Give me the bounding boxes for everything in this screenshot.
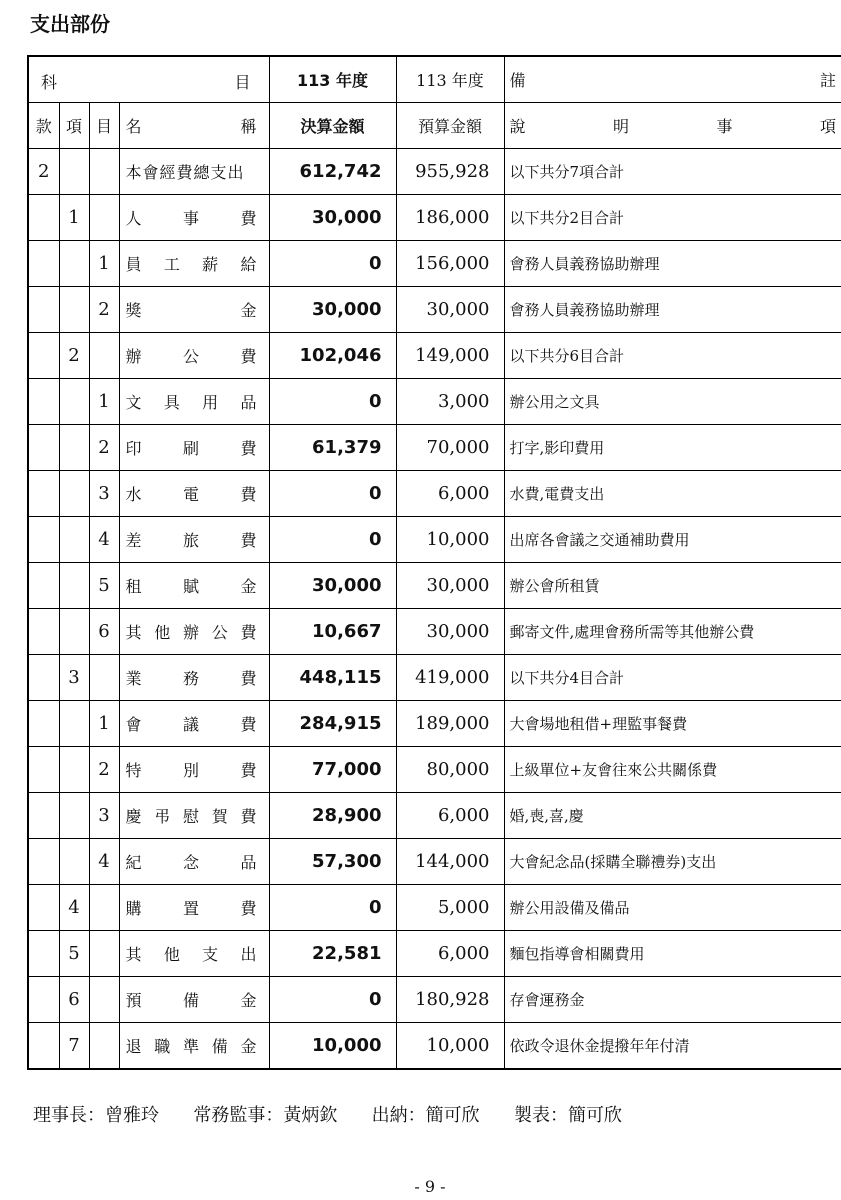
table-row	[28, 885, 841, 931]
header-actual-amount: 決算金額	[269, 103, 396, 149]
header-explanation: 說 明 事 項	[504, 103, 841, 149]
remark-cell: 郵寄文件,處理會務所需等其他辦公費	[504, 609, 841, 655]
mu-cell: 6	[89, 609, 119, 655]
item-name-cell	[119, 793, 269, 839]
item-name: 特 別 費	[125, 761, 257, 780]
kuan-cell	[28, 1023, 59, 1070]
actual-amount-cell: 28,900	[269, 793, 396, 839]
budget-amount-cell: 6,000	[396, 931, 504, 977]
xiang-cell	[59, 287, 89, 333]
item-name: 業 務 費	[125, 669, 257, 688]
header-remarks: 備 註	[504, 56, 841, 103]
item-name: 慶 弔 慰 賀 費	[125, 807, 257, 826]
budget-amount-cell: 189,000	[396, 701, 504, 747]
actual-amount-cell: 448,115	[269, 655, 396, 701]
remark-cell: 婚,喪,喜,慶	[504, 793, 841, 839]
table-row	[28, 563, 841, 609]
budget-amount-cell: 5,000	[396, 885, 504, 931]
actual-amount-cell: 10,000	[269, 1023, 396, 1070]
xiang-cell	[59, 471, 89, 517]
table-row	[28, 931, 841, 977]
kuan-cell	[28, 793, 59, 839]
item-name-cell	[119, 241, 269, 287]
item-name-cell	[119, 425, 269, 471]
actual-amount-cell: 30,000	[269, 287, 396, 333]
budget-amount-cell: 10,000	[396, 517, 504, 563]
item-name-cell	[119, 195, 269, 241]
item-name: 水 電 費	[125, 485, 257, 504]
item-name-cell	[119, 379, 269, 425]
xiang-cell	[59, 793, 89, 839]
actual-amount-cell: 0	[269, 885, 396, 931]
item-name: 文 具 用 品	[125, 393, 257, 412]
item-name: 辦 公 費	[125, 347, 257, 366]
header-kuan: 款	[28, 103, 59, 149]
table-row	[28, 195, 841, 241]
remark-cell: 水費,電費支出	[504, 471, 841, 517]
table-row	[28, 609, 841, 655]
remark-cell: 麵包指導會相關費用	[504, 931, 841, 977]
remark-cell: 出席各會議之交通補助費用	[504, 517, 841, 563]
header-row-1	[28, 56, 841, 103]
item-name-cell	[119, 1023, 269, 1070]
mu-cell	[89, 333, 119, 379]
budget-amount-cell: 156,000	[396, 241, 504, 287]
kuan-cell	[28, 885, 59, 931]
actual-amount-cell: 61,379	[269, 425, 396, 471]
header-row-2	[28, 103, 841, 149]
header-xiang: 項	[59, 103, 89, 149]
remark-cell: 大會場地租借+理監事餐費	[504, 701, 841, 747]
remark-cell: 以下共分7項合計	[504, 149, 841, 195]
remark-cell: 會務人員義務協助辦理	[504, 287, 841, 333]
xiang-cell	[59, 379, 89, 425]
actual-amount-cell: 102,046	[269, 333, 396, 379]
xiang-cell	[59, 241, 89, 287]
budget-amount-cell: 30,000	[396, 609, 504, 655]
xiang-cell: 2	[59, 333, 89, 379]
item-name-cell	[119, 563, 269, 609]
item-name-cell	[119, 517, 269, 563]
mu-cell: 1	[89, 379, 119, 425]
mu-cell: 4	[89, 839, 119, 885]
page-number: - 9 -	[414, 1177, 446, 1196]
item-name: 人 事 費	[125, 209, 257, 228]
remark-cell: 會務人員義務協助辦理	[504, 241, 841, 287]
xiang-cell: 6	[59, 977, 89, 1023]
actual-amount-cell: 0	[269, 241, 396, 287]
mu-cell: 5	[89, 563, 119, 609]
actual-amount-cell: 30,000	[269, 195, 396, 241]
item-name-cell	[119, 471, 269, 517]
item-name-cell	[119, 149, 269, 195]
signatures: 理事長：曾雅玲 常務監事：黃炳欽 出納：簡可欣 製表：簡可欣	[33, 1105, 622, 1126]
item-name-cell	[119, 977, 269, 1023]
mu-cell: 2	[89, 425, 119, 471]
actual-amount-cell: 0	[269, 379, 396, 425]
kuan-cell	[28, 379, 59, 425]
item-name: 購 置 費	[125, 899, 257, 918]
actual-amount-cell: 0	[269, 517, 396, 563]
mu-cell: 3	[89, 793, 119, 839]
table-row	[28, 747, 841, 793]
item-name: 其 他 辦 公 費	[125, 623, 257, 642]
table-row	[28, 149, 841, 195]
kuan-cell	[28, 287, 59, 333]
header-subject: 科 目	[28, 56, 269, 103]
xiang-cell: 1	[59, 195, 89, 241]
actual-amount-cell: 612,742	[269, 149, 396, 195]
actual-amount-cell: 77,000	[269, 747, 396, 793]
mu-cell	[89, 977, 119, 1023]
item-name: 退 職 準 備 金	[125, 1037, 257, 1056]
mu-cell	[89, 931, 119, 977]
kuan-cell	[28, 931, 59, 977]
table-row	[28, 333, 841, 379]
mu-cell	[89, 885, 119, 931]
table-row	[28, 1023, 841, 1070]
item-name: 紀 念 品	[125, 853, 257, 872]
xiang-cell	[59, 517, 89, 563]
item-name: 其 他 支 出	[125, 945, 257, 964]
kuan-cell	[28, 563, 59, 609]
xiang-cell	[59, 563, 89, 609]
mu-cell	[89, 149, 119, 195]
remark-cell: 以下共分6目合計	[504, 333, 841, 379]
table-row	[28, 379, 841, 425]
kuan-cell	[28, 471, 59, 517]
table-row	[28, 701, 841, 747]
item-name-cell	[119, 839, 269, 885]
budget-amount-cell: 30,000	[396, 287, 504, 333]
xiang-cell	[59, 425, 89, 471]
header-name: 名 稱	[119, 103, 269, 149]
kuan-cell	[28, 425, 59, 471]
section-title: 支出部份	[30, 12, 110, 36]
item-name-cell	[119, 333, 269, 379]
xiang-cell	[59, 149, 89, 195]
budget-amount-cell: 6,000	[396, 471, 504, 517]
mu-cell: 2	[89, 747, 119, 793]
header-mu: 目	[89, 103, 119, 149]
mu-cell: 1	[89, 241, 119, 287]
kuan-cell	[28, 195, 59, 241]
table-row	[28, 287, 841, 333]
actual-amount-cell: 22,581	[269, 931, 396, 977]
item-name-cell	[119, 655, 269, 701]
budget-amount-cell: 10,000	[396, 1023, 504, 1070]
kuan-cell	[28, 241, 59, 287]
budget-amount-cell: 149,000	[396, 333, 504, 379]
budget-amount-cell: 3,000	[396, 379, 504, 425]
mu-cell: 3	[89, 471, 119, 517]
item-name: 會 議 費	[125, 715, 257, 734]
kuan-cell	[28, 839, 59, 885]
item-name: 獎 金	[125, 301, 257, 320]
kuan-cell	[28, 977, 59, 1023]
item-name: 員 工 薪 給	[125, 255, 257, 274]
kuan-cell	[28, 333, 59, 379]
xiang-cell: 7	[59, 1023, 89, 1070]
mu-cell: 2	[89, 287, 119, 333]
budget-amount-cell: 186,000	[396, 195, 504, 241]
kuan-cell	[28, 609, 59, 655]
item-name: 本會經費總支出	[125, 163, 245, 182]
kuan-cell	[28, 701, 59, 747]
mu-cell: 4	[89, 517, 119, 563]
actual-amount-cell: 57,300	[269, 839, 396, 885]
xiang-cell: 4	[59, 885, 89, 931]
item-name-cell	[119, 747, 269, 793]
table-row	[28, 471, 841, 517]
item-name: 印 刷 費	[125, 439, 257, 458]
remark-cell: 辦公用設備及備品	[504, 885, 841, 931]
item-name-cell	[119, 287, 269, 333]
actual-amount-cell: 10,667	[269, 609, 396, 655]
budget-amount-cell: 80,000	[396, 747, 504, 793]
table-row	[28, 241, 841, 287]
xiang-cell: 5	[59, 931, 89, 977]
kuan-cell	[28, 517, 59, 563]
remark-cell: 上級單位+友會往來公共關係費	[504, 747, 841, 793]
xiang-cell	[59, 609, 89, 655]
remark-cell: 打字,影印費用	[504, 425, 841, 471]
remark-cell: 以下共分2目合計	[504, 195, 841, 241]
remark-cell: 辦公會所租賃	[504, 563, 841, 609]
mu-cell	[89, 195, 119, 241]
xiang-cell: 3	[59, 655, 89, 701]
kuan-cell	[28, 655, 59, 701]
remark-cell: 存會運務金	[504, 977, 841, 1023]
budget-amount-cell: 144,000	[396, 839, 504, 885]
mu-cell	[89, 1023, 119, 1070]
budget-amount-cell: 955,928	[396, 149, 504, 195]
header-budget-amount: 預算金額	[396, 103, 504, 149]
table-row	[28, 977, 841, 1023]
budget-amount-cell: 180,928	[396, 977, 504, 1023]
table-row	[28, 517, 841, 563]
xiang-cell	[59, 701, 89, 747]
mu-cell	[89, 655, 119, 701]
table-row	[28, 655, 841, 701]
item-name: 租 賦 金	[125, 577, 257, 596]
item-name-cell	[119, 609, 269, 655]
mu-cell: 1	[89, 701, 119, 747]
header-actual-year: 113 年度	[269, 56, 396, 103]
header-budget-year: 113 年度	[396, 56, 504, 103]
actual-amount-cell: 30,000	[269, 563, 396, 609]
actual-amount-cell: 0	[269, 471, 396, 517]
xiang-cell	[59, 839, 89, 885]
table-row	[28, 793, 841, 839]
remark-cell: 以下共分4目合計	[504, 655, 841, 701]
item-name-cell	[119, 931, 269, 977]
kuan-cell	[28, 747, 59, 793]
remark-cell: 依政令退休金提撥年年付清	[504, 1023, 841, 1070]
actual-amount-cell: 284,915	[269, 701, 396, 747]
remark-cell: 大會紀念品(採購全聯禮券)支出	[504, 839, 841, 885]
actual-amount-cell: 0	[269, 977, 396, 1023]
item-name: 差 旅 費	[125, 531, 257, 550]
budget-amount-cell: 6,000	[396, 793, 504, 839]
item-name: 預 備 金	[125, 991, 257, 1010]
item-name-cell	[119, 885, 269, 931]
xiang-cell	[59, 747, 89, 793]
table-row	[28, 839, 841, 885]
kuan-cell: 2	[28, 149, 59, 195]
budget-amount-cell: 419,000	[396, 655, 504, 701]
budget-amount-cell: 30,000	[396, 563, 504, 609]
remark-cell: 辦公用之文具	[504, 379, 841, 425]
expenditure-table	[27, 55, 841, 1070]
table-row	[28, 425, 841, 471]
budget-amount-cell: 70,000	[396, 425, 504, 471]
item-name-cell	[119, 701, 269, 747]
